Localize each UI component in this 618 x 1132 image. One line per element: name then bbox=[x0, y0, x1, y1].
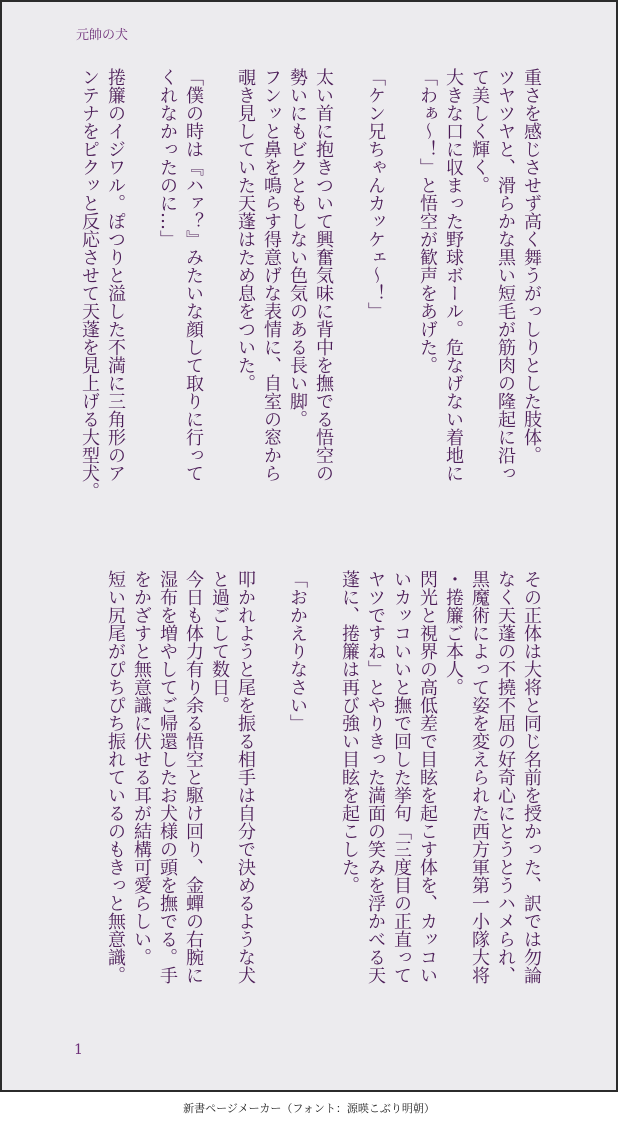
text-line: 蓬に、捲簾は再び強い目眩を起こした。 bbox=[339, 570, 360, 894]
blank-line bbox=[258, 570, 284, 1040]
text-line: 太い首に抱きついて興奮気味に背中を撫でる悟空の bbox=[313, 68, 334, 482]
text-line: 湿布を増やしてご帰還したお犬様の頭を撫でる。手 bbox=[157, 570, 178, 984]
text-block-upper bbox=[76, 68, 544, 534]
text-line: その正体は大将と同じ名前を授かった、訳では勿論 bbox=[521, 570, 542, 984]
text-line: 叩かれようと尾を振る相手は自分で決めるような犬 bbox=[235, 570, 256, 984]
text-line: と過ごして数日。 bbox=[209, 570, 230, 714]
text-line: 大きな口に収まった野球ボール。危なげない着地に bbox=[443, 68, 464, 482]
blank-line bbox=[388, 68, 414, 534]
text-line: 「僕の時は『ハァ？』みたいな顔して取りに行って bbox=[183, 68, 204, 482]
text-line: 「わぁ〜！」と悟空が歓声をあげた。 bbox=[417, 68, 438, 374]
text-line: 閃光と視界の高低差で目眩を起こす体を、カッコい bbox=[417, 570, 438, 984]
text-line: 勢いにもビクともしない色気のある長い脚。 bbox=[287, 68, 308, 428]
text-block-lower bbox=[102, 570, 544, 1040]
text-line: 覗き見していた天蓬はため息をついた。 bbox=[235, 68, 256, 392]
text-line: くれなかったのに…」 bbox=[157, 68, 178, 248]
text-line: ヤツですね」とやりきった満面の笑みを浮かべる天 bbox=[365, 570, 386, 984]
text-line: 捲簾のイジワル。ぽつりと溢した不満に三角形のア bbox=[105, 68, 126, 482]
text-line: いカッコいいと撫で回した挙句「三度目の正直って bbox=[391, 570, 412, 984]
text-line: をかざすと無意識に伏せる耳が結構可愛らしい。 bbox=[131, 570, 152, 966]
text-line: なく天蓬の不撓不屈の好奇心にとうとうハメられ、 bbox=[495, 570, 516, 984]
text-line: 短い尻尾がぴちぴち振れているのもきっと無意識。 bbox=[105, 570, 126, 984]
blank-line bbox=[128, 68, 154, 534]
text-line: て美しく輝く。 bbox=[469, 68, 490, 194]
footer-credit: 新書ページメーカー（フォント：源暎こぶり明朝） bbox=[183, 1102, 435, 1115]
text-line: フンッと鼻を鳴らす得意げな表情に、自室の窓から bbox=[261, 68, 282, 482]
text-line: 「おかえりなさい」 bbox=[287, 570, 308, 732]
text-line: 今日も体力有り余る悟空と駆け回り、金蟬の右腕に bbox=[183, 570, 204, 984]
text-line: ツヤツヤと、滑らかな黒い短毛が筋肉の隆起に沿っ bbox=[495, 68, 516, 482]
text-line: ンテナをピクッと反応させて天蓬を見上げる大型犬。 bbox=[79, 68, 100, 500]
blank-line bbox=[310, 570, 336, 1040]
blank-line bbox=[336, 68, 362, 534]
text-line: ・捲簾ご本人。 bbox=[443, 570, 464, 696]
running-header: 元帥の犬 bbox=[76, 28, 129, 43]
text-line: 重さを感じさせず高く舞うがっしりとした肢体。 bbox=[521, 68, 542, 464]
text-line: 「ケン兄ちゃんカッケェ〜！」 bbox=[365, 68, 386, 320]
page-number: 1 bbox=[74, 1042, 83, 1058]
text-line: 黒魔術によって姿を変えられた西方軍第一小隊大将 bbox=[469, 570, 490, 984]
blank-line bbox=[206, 68, 232, 534]
